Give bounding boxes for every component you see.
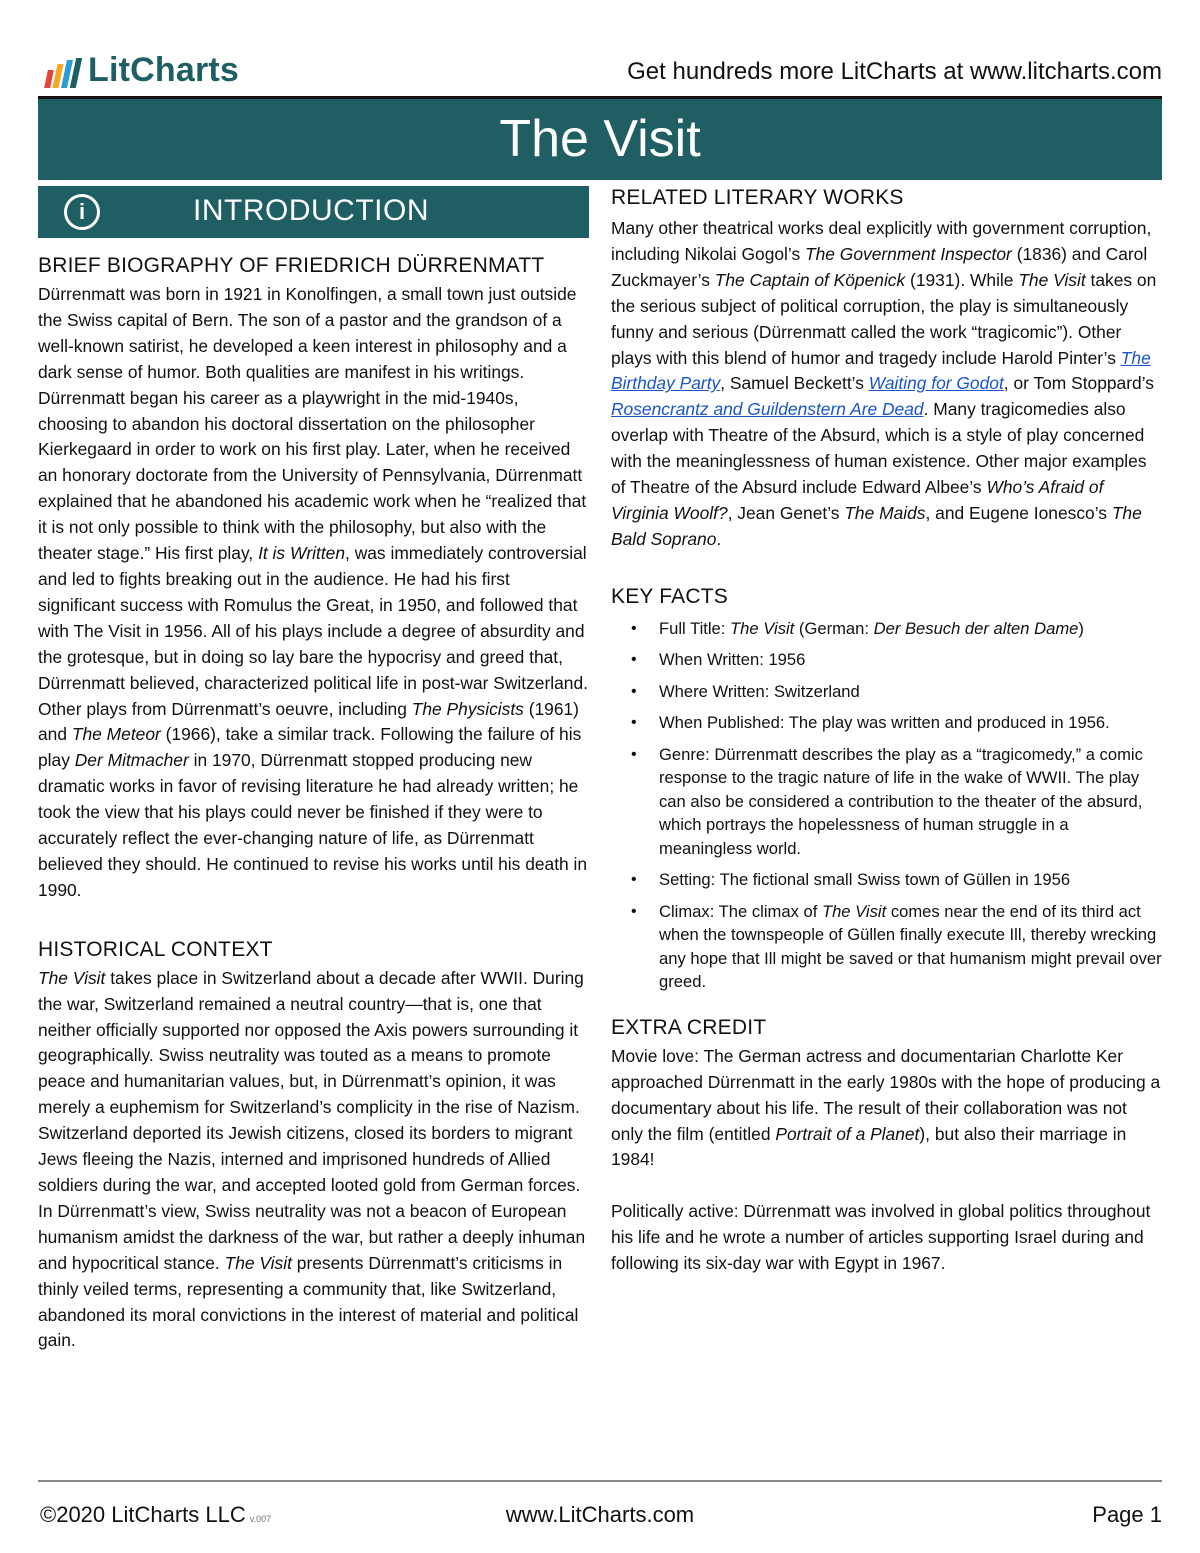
footer-divider: [38, 1480, 1162, 1482]
header-tagline: Get hundreds more LitCharts at www.litcharts.com: [627, 58, 1162, 85]
footer-copyright: ©2020 LitCharts LLC v.007: [40, 1502, 272, 1527]
historical-context-heading: HISTORICAL CONTEXT: [38, 937, 273, 961]
list-item: • Setting: The fictional small Swiss town of Güllen in 1956: [611, 868, 1163, 892]
key-facts-list: [611, 617, 1163, 994]
link-the-birthday-party[interactable]: The Birthday Party: [611, 347, 1151, 394]
page-footer: [38, 1502, 1162, 1536]
key-facts-heading: KEY FACTS: [611, 584, 728, 608]
introduction-band: [38, 186, 589, 238]
link-rosencrantz-and-guildenstern[interactable]: Rosencrantz and Guildenstern Are Dead: [611, 399, 924, 420]
list-item: • Full Title: The Visit (German: Der Besuch der alten Dame): [611, 617, 1163, 641]
historical-context-text: The Visit takes place in Switzerland about a decade after WWII. During the war, Switzerland remained a neutral country—that is, one that neither officially supported nor opposed the Axis powers surrounding it geographically. Swiss neutrality was touted as a means to promote peace and humanitarian values, but, in Dürrenmatt’s opinion, it was merely a euphemism for Switzerland’s complicity in the rise of Nazism. Switzerland deported its Jewish citizens, closed its borders to migrant Jews fleeing the Nazis, interned and imprisoned hundreds of Allied soldiers during the war, and accepted looted gold from German forces. In Dürrenmatt’s view, Swiss neutrality was not a beacon of European humanism amidst the darkness of the war, but rather a deeply inhuman and hypocritical stance. The Visit presents Dürrenmatt’s criticisms in thinly veiled terms, representing a community that, like Switzerland, abandoned its moral convictions in the interest of material and political gain.: [38, 967, 586, 1351]
page-header: [38, 50, 1162, 96]
litcharts-logo[interactable]: [46, 52, 239, 88]
extra-credit-heading: EXTRA CREDIT: [611, 1015, 767, 1039]
biography-text: Dürrenmatt was born in 1921 in Konolfingen, a small town just outside the Swiss capital of Bern. The son of a pastor and the grandson of a well-known satirist, he developed a keen interest in philosophy and a dark sense of humor. Both qualities are manifest in his writings. Dürrenmatt began his career as a playwright in the mid-1940s, choosing to abandon his doctoral dissertation on the philosopher Kierkegaard in order to work on his first play. Later, when he received an honorary doctorate from the University of Pennsylvania, Dürrenmatt explained that he abandoned his academic work when he “realized that it is not only possible to think with the philosophy, but also with the theater stage.” His first play, It is Written, was immediately controversial and led to fights breaking out in the audience. He had his first significant success with Romulus the Great, in 1950, and followed that with The Visit in 1956. All of his plays include a degree of absurdity and the grotesque, but in doing so lay bare the hypocrisy and greed that, Dürrenmatt believed, characterized political life in post-war Switzerland. Other plays from Dürrenmatt’s oeuvre, including The Physicists (1961) and The Meteor (1966), take a similar track. Following the failure of his play Der Mitmacher in 1970, Dürrenmatt stopped producing new dramatic works in favor of revising literature he had already written; he took the view that his plays could never be finished if they were to accurately reflect the ever-changing nature of life, as Dürrenmatt believed they should. He continued to revise his works until his death in 1990.: [38, 284, 588, 900]
list-item: • Climax: The climax of The Visit comes near the end of its third act when the townspeople of Güllen finally execute Ill, thereby wrecking any hope that Ill might be saved or that humanism might prevail over greed.: [611, 900, 1163, 994]
footer-version: v.007: [249, 1514, 272, 1524]
footer-site-link[interactable]: www.LitCharts.com: [505, 1502, 695, 1527]
related-works-text: Many other theatrical works deal explicitly with government corruption, including Nikolai Gogol’s The Government Inspector (1836) and Carol Zuckmayer’s The Captain of Köpenick (1931). While The Visit takes on the serious subject of political corruption, the play is simultaneously funny and serious (Dürrenmatt called the work “tragicomic”). Other plays with this blend of humor and tragedy include Harold Pinter’s The Birthday Party, Samuel Beckett’s Waiting for Godot, or Tom Stoppard’s Rosencrantz and Guildenstern Are Dead. Many tragicomedies also overlap with Theatre of the Absurd, which is a style of play concerned with the meaninglessness of human existence. Other major examples of Theatre of the Absurd include Edward Albee’s Who’s Afraid of Virginia Woolf?, Jean Genet’s The Maids, and Eugene Ionesco’s The Bald Soprano.: [611, 218, 1157, 549]
right-column: [611, 186, 1163, 1277]
info-icon: i: [64, 194, 100, 230]
list-item: • When Written: 1956: [611, 648, 1163, 672]
link-waiting-for-godot[interactable]: Waiting for Godot: [868, 373, 1004, 394]
page-title: The Visit: [499, 110, 701, 168]
list-item: • When Published: The play was written and produced in 1956.: [611, 711, 1163, 735]
extra-credit-movie-love: Movie love: The German actress and documentarian Charlotte Ker approached Dürrenmatt in the early 1980s with the hope of producing a documentary about his life. The result of their collaboration was not only the film (entitled Portrait of a Planet), but also their marriage in 1984!: [611, 1045, 1161, 1170]
logo-text: LitCharts: [88, 51, 240, 89]
logo-bars-icon: [46, 58, 79, 88]
extra-credit-politically-active: Politically active: Dürrenmatt was involved in global politics throughout his life and he wrote a number of articles supporting Israel during and following its six-day war with Egypt in 1967.: [611, 1201, 1151, 1274]
list-item: • Genre: Dürrenmatt describes the play as a “tragicomedy,” a comic response to the tragic nature of life in the wake of WWII. The play can also be considered a contribution to the theater of the absurd, which portrays the hopelessness of human struggle in a meaningless world.: [611, 743, 1163, 861]
left-column: [38, 186, 589, 1354]
list-item: • Where Written: Switzerland: [611, 680, 1163, 704]
title-band: [38, 96, 1162, 180]
biography-heading: BRIEF BIOGRAPHY OF FRIEDRICH DÜRRENMATT: [38, 254, 545, 277]
introduction-heading: INTRODUCTION: [193, 194, 429, 227]
related-works-heading: RELATED LITERARY WORKS: [611, 186, 904, 209]
footer-page-number: Page 1: [1092, 1502, 1162, 1527]
